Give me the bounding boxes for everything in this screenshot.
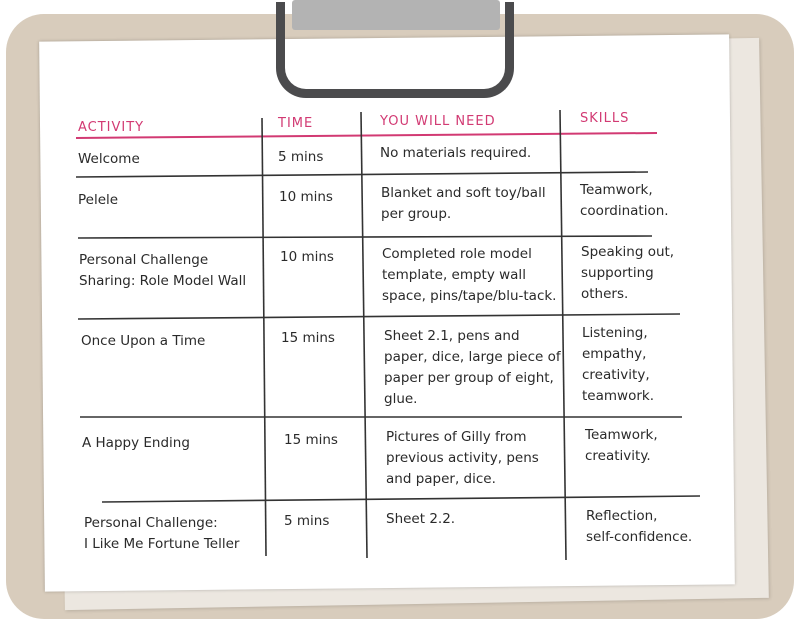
row-5-activity: A Happy Ending [82,435,190,451]
header-skills: SKILLS [580,111,630,126]
clip-top [292,0,500,30]
row-1-need: No materials required. [380,145,532,161]
header-activity: ACTIVITY [78,120,145,135]
row-6-activity: Personal Challenge: I Like Me Fortune Teller [84,515,240,552]
row-1-time: 5 mins [278,149,324,165]
row-4-activity: Once Upon a Time [81,333,206,349]
row-4-need: Sheet 2.1, pens and paper, dice, large piece of paper per group of eight, glue. [384,328,561,407]
row-2-time: 10 mins [279,189,333,205]
header-time: TIME [278,116,314,131]
row-2-skills: Teamwork, coordination. [580,182,669,219]
row-3-need: Completed role model template, empty wall space, pins/tape/blu-tack. [382,246,557,304]
row-4-skills: Listening, empathy, creativity, teamwork. [582,325,654,404]
row-5-skills: Teamwork, creativity. [585,427,658,464]
row-6-time: 5 mins [284,513,330,529]
header-need: YOU WILL NEED [380,114,496,129]
row-2-need: Blanket and soft toy/ball per group. [381,185,546,222]
row-6-need: Sheet 2.2. [386,511,456,527]
row-3-time: 10 mins [280,249,334,265]
row-5-need: Pictures of Gilly from previous activity, pens and paper, dice. [386,429,539,487]
row-3-activity: Personal Challenge Sharing: Role Model Wall [79,252,247,289]
row-5-time: 15 mins [284,432,338,448]
row-3-skills: Speaking out, supporting others. [581,244,675,302]
row-4-time: 15 mins [281,330,335,346]
row-2-activity: Pelele [78,192,119,208]
row-1-activity: Welcome [78,151,140,167]
row-6-skills: Reflection, self-confidence. [586,508,693,545]
